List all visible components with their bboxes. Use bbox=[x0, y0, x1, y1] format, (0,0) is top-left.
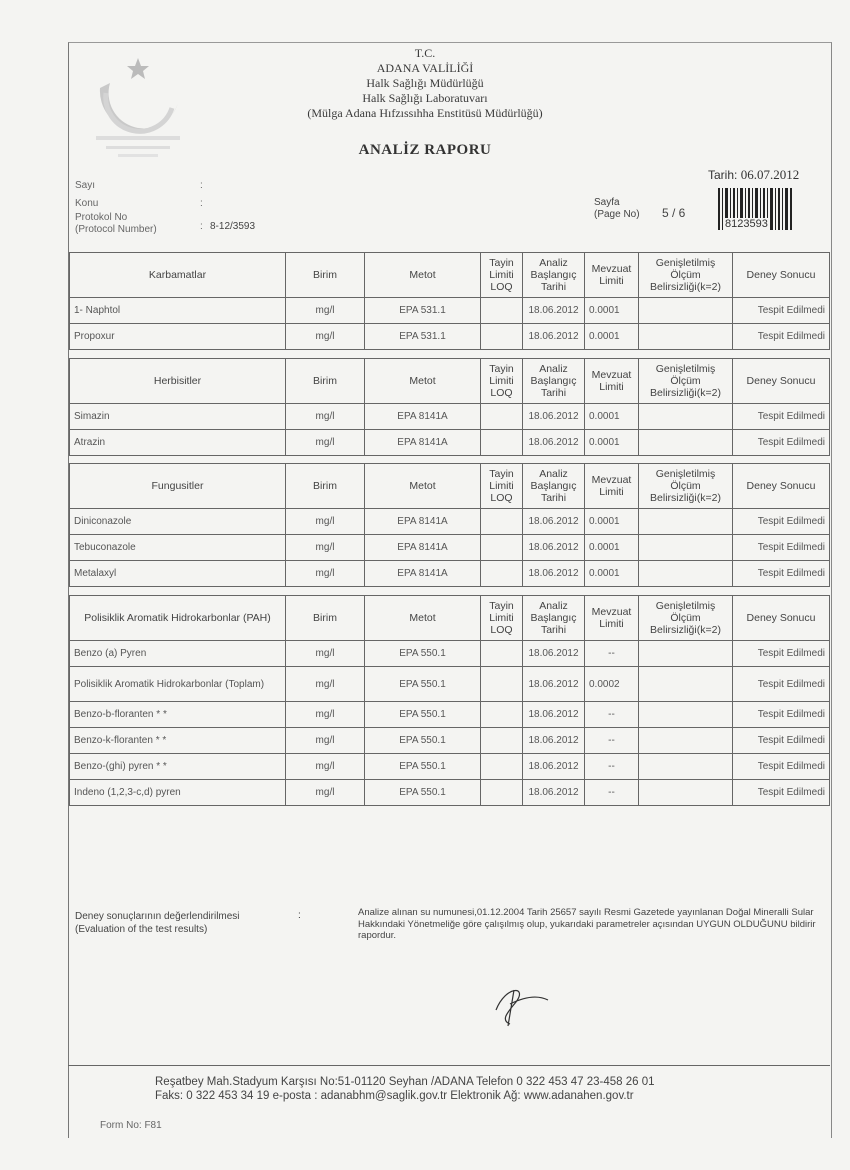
protocol-number: 8-12/3593 bbox=[210, 221, 256, 232]
date-label: Tarih: bbox=[708, 168, 738, 182]
loq-cell bbox=[481, 404, 523, 430]
limit-cell: -- bbox=[585, 702, 639, 728]
page-label bbox=[594, 197, 640, 221]
column-header: Genişletilmiş Ölçüm Belirsizliği(k=2) bbox=[639, 596, 733, 641]
parameter-name: Benzo (a) Pyren bbox=[70, 641, 286, 667]
table-row bbox=[70, 641, 830, 667]
page-number: 5 / 6 bbox=[662, 206, 686, 220]
colon: : bbox=[200, 221, 203, 232]
column-header: Mevzuat Limiti bbox=[585, 464, 639, 509]
result-cell: Tespit Edilmedi bbox=[733, 561, 830, 587]
column-header: Metot bbox=[365, 359, 481, 404]
parameter-name: Simazin bbox=[70, 404, 286, 430]
result-cell: Tespit Edilmedi bbox=[733, 298, 830, 324]
uncertainty-cell bbox=[639, 754, 733, 780]
limit-cell: 0.0001 bbox=[585, 324, 639, 350]
method-cell: EPA 8141A bbox=[365, 561, 481, 587]
column-header: Tayin Limiti LOQ bbox=[481, 596, 523, 641]
unit-cell: mg/l bbox=[286, 561, 365, 587]
uncertainty-cell bbox=[639, 728, 733, 754]
unit-cell: mg/l bbox=[286, 324, 365, 350]
table-row bbox=[70, 404, 830, 430]
signature bbox=[488, 980, 558, 1030]
column-header: Genişletilmiş Ölçüm Belirsizliği(k=2) bbox=[639, 464, 733, 509]
limit-cell: 0.0001 bbox=[585, 298, 639, 324]
date-cell: 18.06.2012 bbox=[523, 561, 585, 587]
result-cell: Tespit Edilmedi bbox=[733, 702, 830, 728]
uncertainty-cell bbox=[639, 667, 733, 702]
header-line: T.C. bbox=[414, 46, 436, 60]
result-cell: Tespit Edilmedi bbox=[733, 404, 830, 430]
table-header-row bbox=[70, 359, 830, 404]
column-header: Analiz Başlangıç Tarihi bbox=[523, 596, 585, 641]
column-header: Tayin Limiti LOQ bbox=[481, 464, 523, 509]
page-label-en: (Page No) bbox=[594, 209, 640, 220]
limit-cell: 0.0002 bbox=[585, 667, 639, 702]
result-cell: Tespit Edilmedi bbox=[733, 728, 830, 754]
footer-divider bbox=[68, 1065, 830, 1066]
protocol-row bbox=[75, 212, 256, 236]
column-header: Tayin Limiti LOQ bbox=[481, 359, 523, 404]
date-cell: 18.06.2012 bbox=[523, 641, 585, 667]
institution-header bbox=[0, 46, 850, 121]
method-cell: EPA 550.1 bbox=[365, 754, 481, 780]
table-row bbox=[70, 535, 830, 561]
parameter-name: Benzo-(ghi) pyren * * bbox=[70, 754, 286, 780]
parameter-name: Propoxur bbox=[70, 324, 286, 350]
date-cell: 18.06.2012 bbox=[523, 702, 585, 728]
colon: : bbox=[298, 910, 301, 921]
date-value: 06.07.2012 bbox=[740, 167, 800, 182]
table-row bbox=[70, 561, 830, 587]
report-title: ANALİZ RAPORU bbox=[358, 142, 492, 158]
column-header: Mevzuat Limiti bbox=[585, 253, 639, 298]
parameter-name: Polisiklik Aromatik Hidrokarbonlar (Toplam) bbox=[70, 667, 286, 702]
limit-cell: 0.0001 bbox=[585, 561, 639, 587]
unit-cell: mg/l bbox=[286, 780, 365, 806]
sayi-label: Sayı bbox=[75, 180, 96, 191]
result-cell: Tespit Edilmedi bbox=[733, 667, 830, 702]
uncertainty-cell bbox=[639, 298, 733, 324]
footer-line: Faks: 0 322 453 34 19 e-posta : adanabhm@saglik.gov.tr Elektronik Ağ: www.adanahen.gov.tr bbox=[155, 1090, 634, 1102]
result-cell: Tespit Edilmedi bbox=[733, 430, 830, 456]
limit-cell: -- bbox=[585, 641, 639, 667]
parameter-name: Tebuconazole bbox=[70, 535, 286, 561]
loq-cell bbox=[481, 298, 523, 324]
table-row bbox=[70, 509, 830, 535]
column-header: Genişletilmiş Ölçüm Belirsizliği(k=2) bbox=[639, 359, 733, 404]
parameter-name: Benzo-k-floranten * * bbox=[70, 728, 286, 754]
date-cell: 18.06.2012 bbox=[523, 430, 585, 456]
unit-cell: mg/l bbox=[286, 535, 365, 561]
evaluation-label bbox=[75, 910, 240, 936]
evaluation-text: Analize alınan su numunesi,01.12.2004 Tarih 25657 sayılı Resmi Gazetede yayınlanan Doğal Mineralli Sular Hakkındaki Yönetmeliğe göre çalışılmış olup, yukarıdaki parametreler açısından UYGUN OLDUĞUNU bildirir rapordur. bbox=[358, 907, 816, 941]
method-cell: EPA 8141A bbox=[365, 509, 481, 535]
results-table-herbisitler bbox=[69, 358, 830, 456]
date-cell: 18.06.2012 bbox=[523, 754, 585, 780]
date-cell: 18.06.2012 bbox=[523, 667, 585, 702]
limit-cell: 0.0001 bbox=[585, 430, 639, 456]
colon: : bbox=[200, 198, 203, 209]
uncertainty-cell bbox=[639, 404, 733, 430]
header-line: (Mülga Adana Hıfzıssıhha Enstitüsü Müdürlüğü) bbox=[307, 106, 543, 120]
parameter-name: Indeno (1,2,3-c,d) pyren bbox=[70, 780, 286, 806]
date-cell: 18.06.2012 bbox=[523, 535, 585, 561]
table-row bbox=[70, 298, 830, 324]
date-cell: 18.06.2012 bbox=[523, 780, 585, 806]
table-row bbox=[70, 430, 830, 456]
evaluation-label-tr: Deney sonuçlarının değerlendirilmesi bbox=[75, 911, 240, 922]
protocol-label-en: (Protocol Number) bbox=[75, 224, 157, 235]
uncertainty-cell bbox=[639, 509, 733, 535]
method-cell: EPA 8141A bbox=[365, 404, 481, 430]
loq-cell bbox=[481, 641, 523, 667]
table-row bbox=[70, 728, 830, 754]
limit-cell: 0.0001 bbox=[585, 509, 639, 535]
limit-cell: 0.0001 bbox=[585, 535, 639, 561]
column-header: Deney Sonucu bbox=[733, 253, 830, 298]
results-table-pah bbox=[69, 595, 830, 806]
unit-cell: mg/l bbox=[286, 298, 365, 324]
date-cell: 18.06.2012 bbox=[523, 509, 585, 535]
loq-cell bbox=[481, 509, 523, 535]
unit-cell: mg/l bbox=[286, 404, 365, 430]
footer-line: Reşatbey Mah.Stadyum Karşısı No:51-01120 Seyhan /ADANA Telefon 0 322 453 47 23-458 26 01 bbox=[155, 1076, 655, 1088]
colon: : bbox=[200, 180, 203, 191]
method-cell: EPA 531.1 bbox=[365, 298, 481, 324]
section-title: Fungusitler bbox=[70, 464, 286, 509]
section-title: Herbisitler bbox=[70, 359, 286, 404]
unit-cell: mg/l bbox=[286, 754, 365, 780]
column-header: Analiz Başlangıç Tarihi bbox=[523, 359, 585, 404]
limit-cell: -- bbox=[585, 754, 639, 780]
column-header: Tayin Limiti LOQ bbox=[481, 253, 523, 298]
method-cell: EPA 550.1 bbox=[365, 728, 481, 754]
page-label-tr: Sayfa bbox=[594, 197, 620, 208]
unit-cell: mg/l bbox=[286, 702, 365, 728]
loq-cell bbox=[481, 780, 523, 806]
barcode-number: 8123593 bbox=[725, 218, 768, 230]
loq-cell bbox=[481, 754, 523, 780]
table-row bbox=[70, 702, 830, 728]
loq-cell bbox=[481, 667, 523, 702]
parameter-name: Diniconazole bbox=[70, 509, 286, 535]
protocol-label: Protokol No bbox=[75, 212, 128, 223]
column-header: Deney Sonucu bbox=[733, 464, 830, 509]
unit-cell: mg/l bbox=[286, 728, 365, 754]
section-title: Polisiklik Aromatik Hidrokarbonlar (PAH) bbox=[70, 596, 286, 641]
section-title: Karbamatlar bbox=[70, 253, 286, 298]
header-line: Halk Sağlığı Müdürlüğü bbox=[366, 76, 484, 90]
table-header-row bbox=[70, 464, 830, 509]
table-row bbox=[70, 754, 830, 780]
limit-cell: 0.0001 bbox=[585, 404, 639, 430]
loq-cell bbox=[481, 702, 523, 728]
loq-cell bbox=[481, 430, 523, 456]
result-cell: Tespit Edilmedi bbox=[733, 641, 830, 667]
uncertainty-cell bbox=[639, 324, 733, 350]
header-line: Halk Sağlığı Laboratuvarı bbox=[362, 91, 488, 105]
column-header: Metot bbox=[365, 596, 481, 641]
unit-cell: mg/l bbox=[286, 509, 365, 535]
column-header: Birim bbox=[286, 596, 365, 641]
sayi-row bbox=[75, 180, 203, 192]
parameter-name: 1- Naphtol bbox=[70, 298, 286, 324]
konu-row bbox=[75, 198, 203, 210]
date-cell: 18.06.2012 bbox=[523, 298, 585, 324]
loq-cell bbox=[481, 324, 523, 350]
unit-cell: mg/l bbox=[286, 430, 365, 456]
unit-cell: mg/l bbox=[286, 667, 365, 702]
loq-cell bbox=[481, 535, 523, 561]
parameter-name: Metalaxyl bbox=[70, 561, 286, 587]
column-header: Birim bbox=[286, 359, 365, 404]
method-cell: EPA 550.1 bbox=[365, 702, 481, 728]
footer-address bbox=[155, 1075, 655, 1103]
uncertainty-cell bbox=[639, 780, 733, 806]
header-line: ADANA VALİLİĞİ bbox=[376, 61, 474, 75]
form-number: Form No: F81 bbox=[100, 1120, 162, 1131]
parameter-name: Benzo-b-floranten * * bbox=[70, 702, 286, 728]
column-header: Mevzuat Limiti bbox=[585, 359, 639, 404]
method-cell: EPA 550.1 bbox=[365, 667, 481, 702]
result-cell: Tespit Edilmedi bbox=[733, 509, 830, 535]
uncertainty-cell bbox=[639, 561, 733, 587]
column-header: Birim bbox=[286, 253, 365, 298]
table-row bbox=[70, 780, 830, 806]
date-cell: 18.06.2012 bbox=[523, 728, 585, 754]
column-header: Deney Sonucu bbox=[733, 359, 830, 404]
results-table-karbamatlar bbox=[69, 252, 830, 350]
date-cell: 18.06.2012 bbox=[523, 324, 585, 350]
column-header: Deney Sonucu bbox=[733, 596, 830, 641]
method-cell: EPA 8141A bbox=[365, 430, 481, 456]
column-header: Birim bbox=[286, 464, 365, 509]
evaluation-label-en: (Evaluation of the test results) bbox=[75, 924, 208, 935]
loq-cell bbox=[481, 728, 523, 754]
method-cell: EPA 531.1 bbox=[365, 324, 481, 350]
column-header: Metot bbox=[365, 464, 481, 509]
uncertainty-cell bbox=[639, 430, 733, 456]
column-header: Mevzuat Limiti bbox=[585, 596, 639, 641]
column-header: Analiz Başlangıç Tarihi bbox=[523, 464, 585, 509]
limit-cell: -- bbox=[585, 780, 639, 806]
uncertainty-cell bbox=[639, 641, 733, 667]
column-header: Analiz Başlangıç Tarihi bbox=[523, 253, 585, 298]
konu-label: Konu bbox=[75, 198, 99, 209]
uncertainty-cell bbox=[639, 535, 733, 561]
date-cell: 18.06.2012 bbox=[523, 404, 585, 430]
report-date bbox=[708, 167, 799, 183]
table-row bbox=[70, 667, 830, 702]
result-cell: Tespit Edilmedi bbox=[733, 780, 830, 806]
limit-cell: -- bbox=[585, 728, 639, 754]
method-cell: EPA 550.1 bbox=[365, 641, 481, 667]
parameter-name: Atrazin bbox=[70, 430, 286, 456]
result-cell: Tespit Edilmedi bbox=[733, 535, 830, 561]
result-cell: Tespit Edilmedi bbox=[733, 754, 830, 780]
method-cell: EPA 550.1 bbox=[365, 780, 481, 806]
column-header: Genişletilmiş Ölçüm Belirsizliği(k=2) bbox=[639, 253, 733, 298]
method-cell: EPA 8141A bbox=[365, 535, 481, 561]
table-header-row bbox=[70, 596, 830, 641]
result-cell: Tespit Edilmedi bbox=[733, 324, 830, 350]
results-table-fungusitler bbox=[69, 463, 830, 587]
uncertainty-cell bbox=[639, 702, 733, 728]
table-row bbox=[70, 324, 830, 350]
table-header-row bbox=[70, 253, 830, 298]
unit-cell: mg/l bbox=[286, 641, 365, 667]
column-header: Metot bbox=[365, 253, 481, 298]
loq-cell bbox=[481, 561, 523, 587]
